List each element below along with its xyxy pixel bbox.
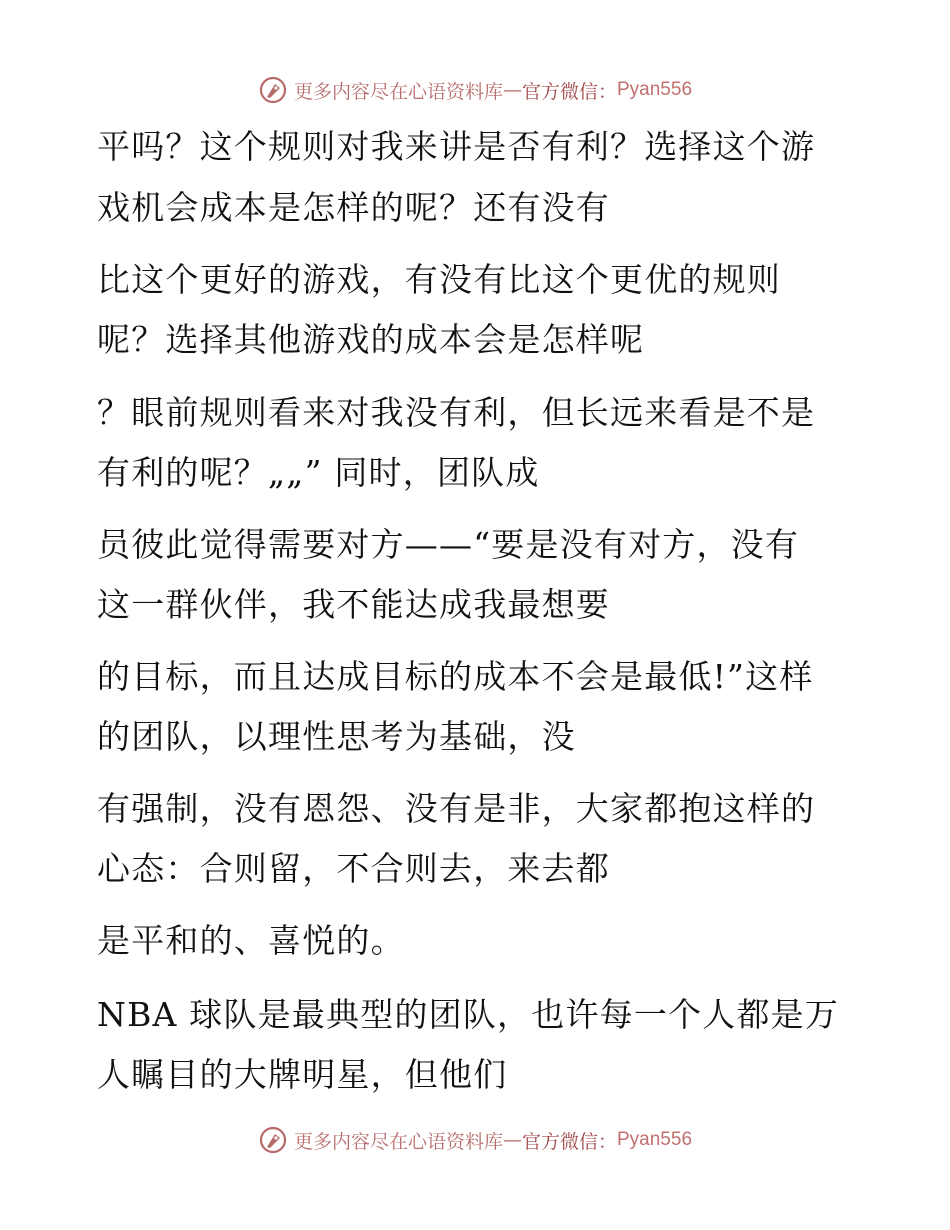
body-line: ？眼前规则看来对我没有利，但长远来看是不是 [97,393,816,432]
body-line: 员彼此觉得需要对方——“要是没有对方，没有 [97,525,800,564]
watermark-official-label: 官方微信： [521,80,617,103]
watermark-dash: — [502,79,522,101]
body-line: 的团队，以理性思考为基础，没 [97,717,576,756]
watermark-main-text: 更多内容尽在心语资料库 [293,80,503,103]
body-line: 这一群伙伴，我不能达成我最想要 [97,585,610,624]
body-line: 呢？选择其他游戏的成本会是怎样呢 [97,320,645,359]
pen-nib-circle-icon [258,75,288,105]
watermark-id: Pyan556 [617,79,693,100]
watermark-official-label: 官方微信： [521,1130,617,1153]
body-line: 心态：合则留，不合则去，来去都 [97,849,610,888]
body-line: 的目标，而且达成目标的成本不会是最低!”这样 [97,657,814,696]
watermark-main-text: 更多内容尽在心语资料库 [293,1130,503,1153]
header-watermark [0,70,950,110]
body-line: 是平和的、喜悦的。 [97,921,405,960]
footer-watermark [0,1120,950,1160]
body-line: 有利的呢？„„” 同时，团队成 [97,453,540,492]
body-line: NBA 球队是最典型的团队，也许每一个人都是万 [97,995,840,1034]
body-line: 平吗？这个规则对我来讲是否有利？选择这个游 [97,127,816,166]
body-line: 有强制，没有恩怨、没有是非，大家都抱这样的 [97,789,816,828]
watermark-id: Pyan556 [617,1129,693,1150]
pen-nib-circle-icon [258,1125,288,1155]
body-line: 比这个更好的游戏，有没有比这个更优的规则 [97,260,781,299]
body-line: 人瞩目的大牌明星，但他们 [97,1055,508,1094]
body-line: 戏机会成本是怎样的呢？还有没有 [97,188,610,227]
watermark-dash: — [502,1129,522,1151]
